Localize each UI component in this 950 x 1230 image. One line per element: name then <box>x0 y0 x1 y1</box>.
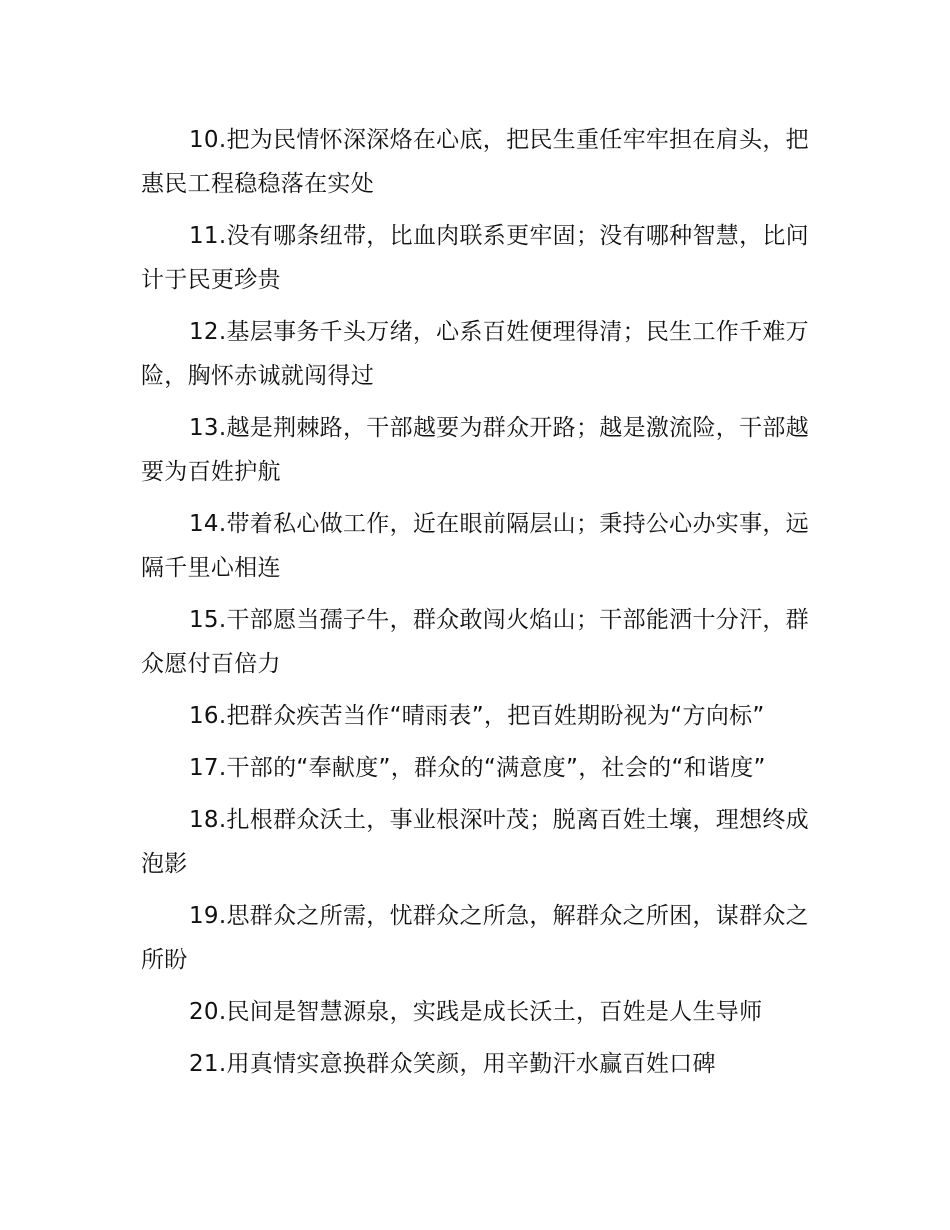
list-item: 20.民间是智慧源泉，实践是成长沃土，百姓是人生导师 <box>189 999 763 1025</box>
list-item: 18.扎根群众沃土，事业根深叶茂；脱离百姓土壤，理想终成泡影 <box>141 807 809 877</box>
list-item: 12.基层事务千头万绪，心系百姓便理得清；民生工作千难万险，胸怀赤诚就闯得过 <box>141 319 809 389</box>
list-item: 10.把为民情怀深深烙在心底，把民生重任牢牢担在肩头，把惠民工程稳稳落在实处 <box>141 127 809 197</box>
document-body <box>141 118 831 1094</box>
list-item: 14.带着私心做工作，近在眼前隔层山；秉持公心办实事，远隔千里心相连 <box>141 511 809 581</box>
list-item: 11.没有哪条纽带，比血肉联系更牢固；没有哪种智慧，比问计于民更珍贵 <box>141 223 809 293</box>
list-item: 21.用真情实意换群众笑颜，用辛勤汗水赢百姓口碑 <box>189 1051 716 1077</box>
list-item: 19.思群众之所需，忧群众之所急，解群众之所困，谋群众之所盼 <box>141 903 809 973</box>
list-item: 16.把群众疾苦当作“晴雨表”，把百姓期盼视为“方向标” <box>189 703 765 729</box>
list-item: 15.干部愿当孺子牛，群众敢闯火焰山；干部能洒十分汗，群众愿付百倍力 <box>141 607 809 677</box>
list-item: 17.干部的“奉献度”，群众的“满意度”，社会的“和谐度” <box>189 755 766 781</box>
list-item: 13.越是荆棘路，干部越要为群众开路；越是激流险，干部越要为百姓护航 <box>141 415 809 485</box>
